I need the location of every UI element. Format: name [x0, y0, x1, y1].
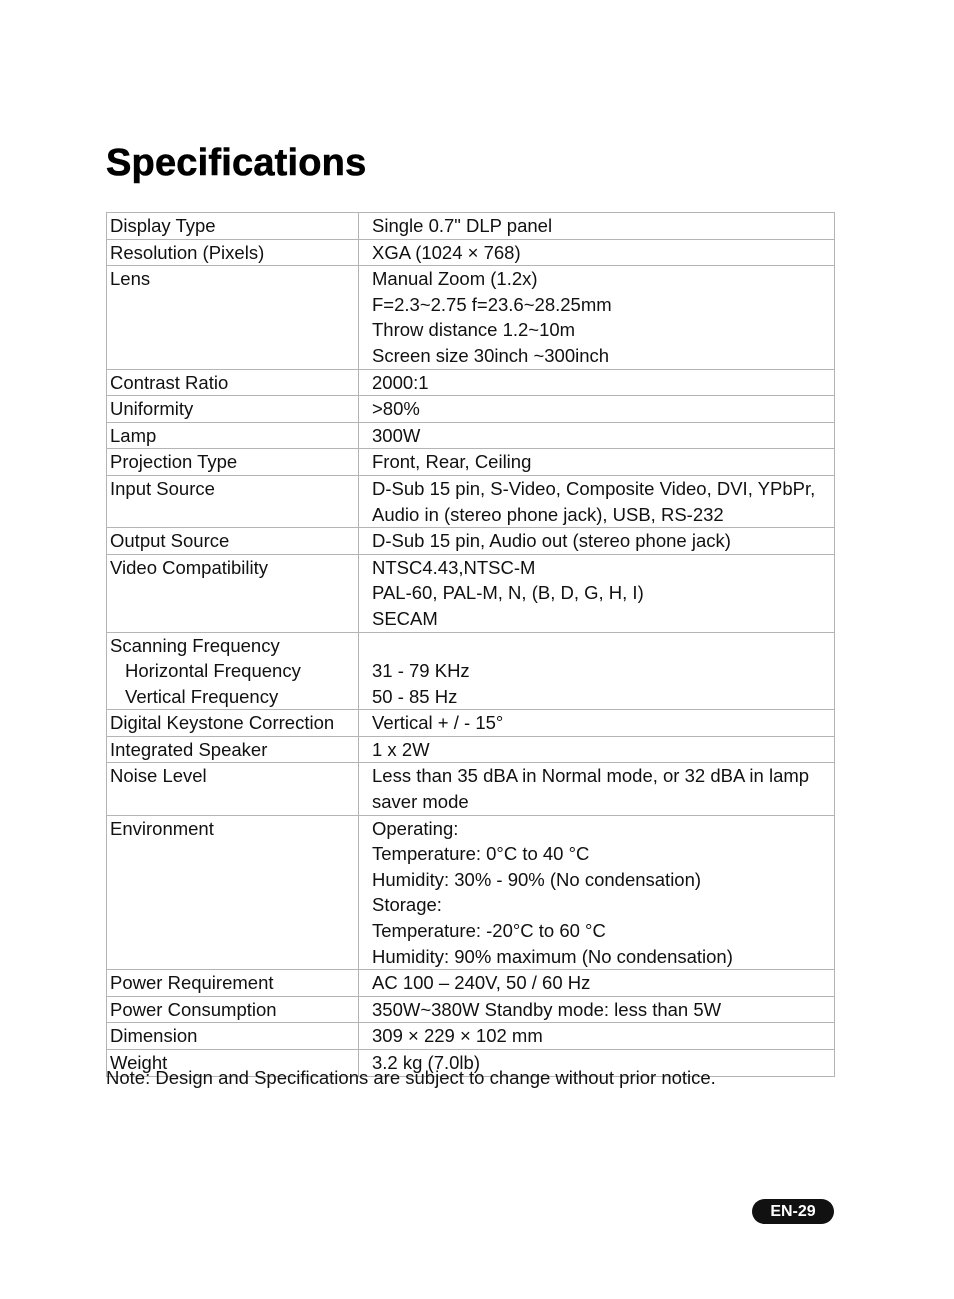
spec-label-cell [107, 528, 359, 555]
spec-row [107, 213, 835, 240]
spec-value-cell [359, 632, 835, 710]
spec-row [107, 422, 835, 449]
spec-value-cell [359, 763, 835, 815]
page-title: Specifications [106, 142, 367, 184]
spec-value-cell [359, 422, 835, 449]
spec-value [372, 633, 834, 659]
spec-label-cell [107, 996, 359, 1023]
spec-label: Lens [110, 268, 151, 290]
spec-value: F=2.3~2.75 f=23.6~28.25mm [372, 293, 612, 315]
spec-value: Screen size 30inch ~300inch [372, 344, 610, 366]
spec-value: 300W [372, 424, 421, 446]
spec-label: Power Consumption [110, 998, 277, 1020]
spec-value: Vertical + / - 15° [372, 712, 504, 734]
spec-row [107, 239, 835, 266]
spec-row [107, 736, 835, 763]
spec-label: Contrast Ratio [110, 371, 229, 393]
spec-value-cell [359, 266, 835, 369]
spec-row [107, 763, 835, 815]
spec-value-cell [359, 710, 835, 737]
spec-label: Weight [110, 1052, 168, 1073]
spec-value-cell [359, 449, 835, 476]
spec-value: 50 - 85 Hz [372, 685, 458, 707]
spec-row [107, 396, 835, 423]
spec-value: Operating: [372, 817, 459, 839]
spec-label-cell [107, 710, 359, 737]
spec-label-cell [107, 396, 359, 423]
spec-value: 309 × 229 × 102 mm [372, 1025, 543, 1047]
spec-value: saver mode [372, 791, 469, 813]
spec-value: 2000:1 [372, 371, 429, 393]
spec-label: Environment [110, 817, 214, 839]
spec-label-cell [107, 1023, 359, 1050]
spec-label-cell [107, 239, 359, 266]
spec-row [107, 1023, 835, 1050]
spec-label-cell [107, 763, 359, 815]
spec-value-cell [359, 369, 835, 396]
spec-row [107, 970, 835, 997]
spec-row [107, 632, 835, 710]
spec-row [107, 996, 835, 1023]
spec-value-cell [359, 528, 835, 555]
spec-value: 350W~380W Standby mode: less than 5W [372, 998, 722, 1020]
disclaimer-note: Note: Design and Specifications are subject to change without prior notice. [106, 1067, 716, 1088]
spec-value: NTSC4.43,NTSC-M [372, 556, 536, 578]
spec-value: Humidity: 90% maximum (No condensation) [372, 945, 733, 967]
spec-label: Display Type [110, 215, 216, 236]
spec-value: AC 100 – 240V, 50 / 60 Hz [372, 972, 591, 994]
spec-value: Storage: [372, 894, 442, 916]
spec-label-cell [107, 632, 359, 710]
spec-label: Vertical Frequency [125, 685, 279, 707]
spec-row [107, 815, 835, 970]
spec-label: Dimension [110, 1025, 198, 1047]
specifications-table [106, 212, 835, 1077]
spec-label: Output Source [110, 530, 230, 552]
spec-row [107, 449, 835, 476]
spec-value-cell [359, 239, 835, 266]
spec-row [107, 710, 835, 737]
spec-row [107, 475, 835, 527]
spec-label-cell [107, 815, 359, 970]
spec-label: Lamp [110, 424, 157, 446]
spec-row [107, 369, 835, 396]
spec-label-cell [107, 475, 359, 527]
spec-value-cell [359, 815, 835, 970]
spec-row [107, 266, 835, 369]
spec-value: PAL-60, PAL-M, N, (B, D, G, H, I) [372, 582, 644, 604]
spec-label-cell [107, 369, 359, 396]
spec-label: Video Compatibility [110, 556, 269, 578]
spec-value: Less than 35 dBA in Normal mode, or 32 dBA in lamp [372, 765, 810, 787]
spec-label: Digital Keystone Correction [110, 712, 335, 734]
spec-value-cell [359, 996, 835, 1023]
spec-value: SECAM [372, 607, 438, 629]
spec-value: Temperature: -20°C to 60 °C [372, 920, 606, 942]
spec-value: XGA (1024 × 768) [372, 241, 521, 263]
spec-label-cell [107, 449, 359, 476]
spec-value: D-Sub 15 pin, Audio out (stereo phone jack) [372, 530, 731, 552]
spec-value: Humidity: 30% - 90% (No condensation) [372, 868, 702, 890]
spec-label: Horizontal Frequency [125, 660, 301, 682]
spec-value: Temperature: 0°C to 40 °C [372, 843, 590, 865]
spec-label-cell [107, 554, 359, 632]
spec-label: Projection Type [110, 451, 238, 473]
spec-value: >80% [372, 398, 420, 420]
spec-label-cell [107, 736, 359, 763]
spec-label: Uniformity [110, 398, 194, 420]
spec-label: Resolution (Pixels) [110, 241, 265, 263]
spec-label: Power Requirement [110, 972, 274, 994]
spec-value: 1 x 2W [372, 738, 430, 760]
spec-label-cell [107, 422, 359, 449]
spec-value: Audio in (stereo phone jack), USB, RS-232 [372, 503, 724, 525]
spec-label: Scanning Frequency [110, 634, 280, 656]
spec-value-cell [359, 475, 835, 527]
spec-label: Integrated Speaker [110, 738, 268, 760]
spec-value-cell [359, 1023, 835, 1050]
spec-label-cell [107, 266, 359, 369]
spec-value-cell [359, 396, 835, 423]
spec-row [107, 554, 835, 632]
spec-value-cell [359, 213, 835, 240]
spec-label-cell [107, 213, 359, 240]
spec-value-cell [359, 970, 835, 997]
spec-value-cell [359, 554, 835, 632]
spec-label: Noise Level [110, 765, 207, 787]
spec-label: Input Source [110, 477, 215, 499]
spec-value: Single 0.7" DLP panel [372, 215, 553, 236]
spec-value-cell [359, 736, 835, 763]
specifications-table-body [107, 213, 835, 1077]
spec-value: Front, Rear, Ceiling [372, 451, 532, 473]
spec-label-cell [107, 970, 359, 997]
spec-row [107, 528, 835, 555]
spec-value: Manual Zoom (1.2x) [372, 268, 538, 290]
spec-value: Throw distance 1.2~10m [372, 319, 576, 341]
page-number-badge: EN-29 [752, 1199, 834, 1224]
spec-value: 3.2 kg (7.0lb) [372, 1052, 480, 1073]
spec-value: D-Sub 15 pin, S-Video, Composite Video, DVI, YPbPr, [372, 477, 816, 499]
spec-value: 31 - 79 KHz [372, 660, 470, 682]
